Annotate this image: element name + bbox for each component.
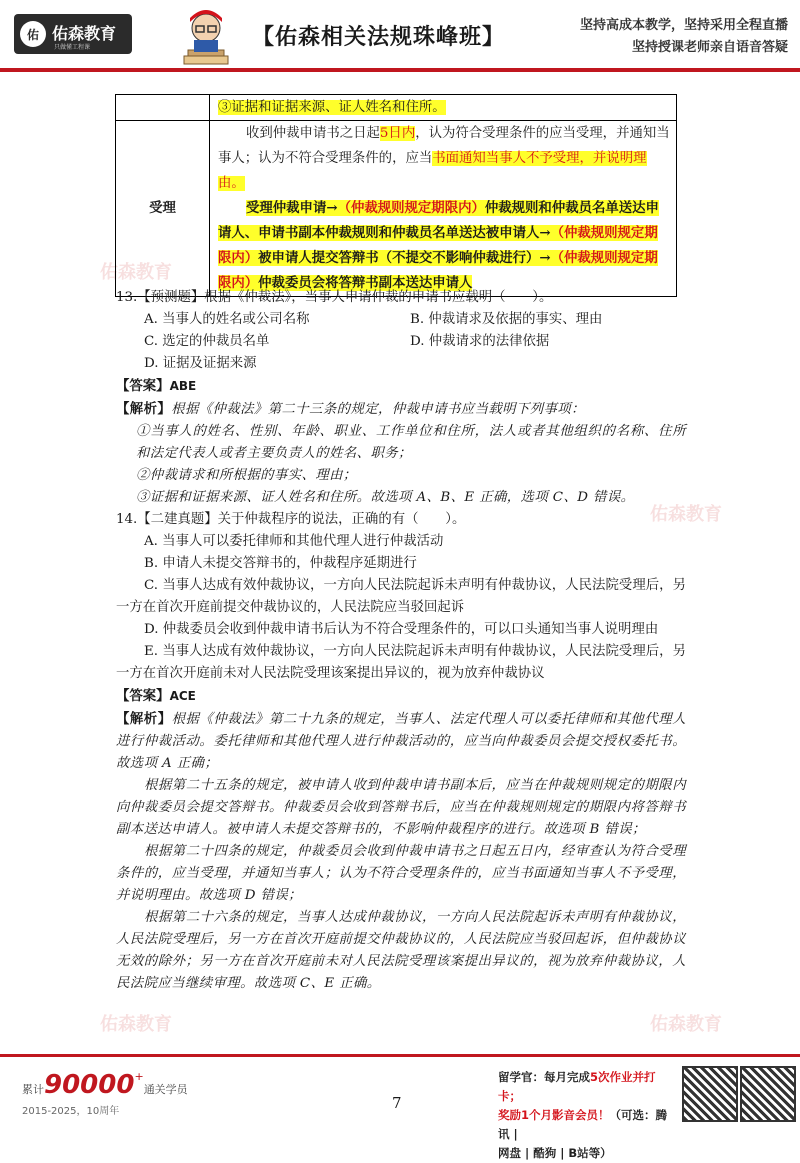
watermark: 佑森教育: [650, 504, 722, 525]
flow-step: 仲裁规则和仲裁员名单送达申请人、申请书副本仲裁规则和仲裁员名单送达被申请人→: [218, 200, 659, 241]
student-count: [22, 1070, 188, 1100]
watermark: 佑森教育: [100, 1014, 172, 1035]
q14-analysis-item: 根据第二十五条的规定，被申请人收到仲裁申请书副本后，应当在仲裁规则规定的期限内向仲裁委员会提交答辩书。仲裁委员会收到答辩书后，应当在仲裁规则规定的期限内将答辩书副本送达申请人。被申请人未提交答辩书的，不影响仲裁程序的进行。故选项 B 错误；: [116, 778, 686, 837]
count-suffix: 通关学员: [143, 1083, 188, 1096]
answer-label: 【答案】: [116, 378, 170, 394]
flow-step: 被申请人提交答辩书（不提交不影响仲裁进行）→: [258, 250, 551, 266]
promo-text: 每月完成: [544, 1070, 590, 1084]
page-number: 7: [392, 1094, 402, 1112]
promo-line-2: [498, 1106, 678, 1144]
q13-option-e: D. 证据及证据来源: [144, 356, 257, 371]
table-row: [116, 121, 677, 297]
promo-text: 留学官：: [498, 1070, 544, 1084]
footer-divider: [0, 1054, 800, 1057]
promo-line-3: 网盘 | 酷狗 | B站等）: [498, 1146, 612, 1160]
logo-text: 佑森教育: [52, 24, 117, 43]
q14-option-b: B. 申请人未提交答辩书的，仲裁程序延期进行: [144, 556, 417, 571]
process-flow-paragraph: [218, 196, 670, 296]
analysis-text: 根据《仲裁法》第二十九条的规定，当事人、法定代理人可以委托律师和其他代理人进行仲裁活动。委托律师和其他代理人进行仲裁活动的，应当向仲裁委员会提交授权委托书。故选项 A 正确；: [116, 712, 686, 771]
flow-period: （仲裁规则规定期限内）: [218, 250, 658, 291]
table-label-acceptance: 受理: [116, 121, 210, 297]
header-divider: [0, 68, 800, 72]
watermark: 佑森教育: [650, 1014, 722, 1035]
text-span: 收到仲裁申请书之日起: [246, 126, 380, 141]
q14-stem: 14.【二建真题】关于仲裁程序的说法，正确的有（ ）。: [116, 512, 466, 527]
q14-analysis-item: 根据第二十六条的规定，当事人达成仲裁协议，一方向人民法院起诉未声明有仲裁协议，人民法院受理后，另一方在首次开庭前提交仲裁协议的，人民法院应当驳回起诉，但仲裁协议无效的除外；另一方在首次开庭前未对人民法院受理该案提出异议的，视为放弃仲裁协议，人民法院应当继续审理。故选项 C、E 正确。: [116, 910, 686, 991]
slogan-line-1: 坚持高成本教学，坚持采用全程直播: [579, 18, 788, 33]
acceptance-paragraph: [218, 121, 670, 196]
q13-analysis-item: ①当事人的姓名、性别、年龄、职业、工作单位和住所，法人或者其他组织的名称、住所和法定代表人或者主要负责人的姓名、职务；: [136, 424, 686, 461]
mascot-student-icon: [178, 4, 234, 66]
slogan-line-2: 坚持授课老师亲自语音答疑: [631, 40, 788, 55]
q13-option-c: C. 选定的仲裁员名单: [144, 334, 270, 349]
logo-subtext: 只做懂工程课: [54, 44, 91, 51]
anniversary-years: 2015-2025，10周年: [22, 1106, 120, 1117]
question-body: [116, 287, 686, 995]
q14-answer: [116, 685, 686, 708]
q14-analysis: [116, 708, 686, 775]
student-count-block: [22, 1070, 188, 1117]
q13-analysis-item: ②仲裁请求和所根据的事实、理由；: [136, 468, 357, 483]
logo-seal-icon: 佑: [20, 21, 46, 47]
brand-logo: [14, 14, 132, 54]
count-value: 90000: [44, 1070, 135, 1100]
q14-option-a: A. 当事人可以委托律师和其他代理人进行仲裁活动: [144, 534, 444, 549]
answer-value: ACE: [169, 689, 196, 703]
q13-option-d: D. 仲裁请求的法律依据: [410, 334, 550, 349]
q14-option-c: C. 当事人达成有效仲裁协议，一方向人民法院起诉未声明有仲裁协议，人民法院受理后，另一方在首次开庭前提交仲裁协议的，人民法院应当驳回起诉: [116, 578, 686, 615]
flow-period: （仲裁规则规定期限内）: [218, 225, 658, 266]
q13-option-a: A. 当事人的姓名或公司名称: [144, 312, 310, 327]
qr-code-icon: [682, 1066, 738, 1122]
answer-label: 【答案】: [116, 688, 170, 704]
table-row: [116, 95, 677, 121]
flow-period: （仲裁规则规定期限内）: [337, 200, 485, 216]
deadline-highlight: 5日内: [379, 126, 416, 141]
count-prefix: 累计: [22, 1083, 44, 1096]
promo-text: （可选：腾讯 |: [498, 1108, 668, 1141]
q13-options-row: [116, 331, 686, 353]
q13-stem: 13.【预测题】根据《仲裁法》，当事人申请仲裁的申请书应载明（ ）。: [116, 290, 553, 305]
q13-answer: [116, 375, 686, 398]
promo-highlight: 奖励1个月影音会员！: [498, 1108, 610, 1122]
q13-analysis: [116, 398, 686, 421]
page-header: [0, 0, 800, 72]
q14-analysis-item: 根据第二十四条的规定，仲裁委员会收到仲裁申请书之日起五日内，经审查认为符合受理条件的，应当受理，并通知当事人；认为不符合受理条件的，应当书面通知当事人不予受理，并说明理由。故选项 D 错误；: [116, 844, 686, 903]
table-label-cell: [116, 95, 210, 121]
q14-option-e: E. 当事人达成有效仲裁协议，一方向人民法院起诉未声明有仲裁协议，人民法院受理后，另一方在首次开庭前未对人民法院受理该案提出异议的，视为放弃仲裁协议: [116, 644, 686, 681]
q13-options-row: [116, 309, 686, 331]
table-content-cell: [210, 121, 677, 297]
analysis-label: 【解析】: [116, 401, 172, 417]
q13-analysis-item: ③证据和证据来源、证人姓名和住所。故选项 A、B、E 正确，选项 C、D 错误。: [136, 490, 635, 505]
table-content-cell: [210, 95, 677, 121]
watermark: 佑森教育: [100, 262, 172, 283]
qr-code-icon: [740, 1066, 796, 1122]
procedure-table: [115, 94, 677, 297]
q14-option-d: D. 仲裁委员会收到仲裁申请书后认为不符合受理条件的，可以口头通知当事人说明理由: [144, 622, 659, 637]
answer-value: ABE: [169, 379, 197, 393]
analysis-label: 【解析】: [116, 711, 172, 727]
flow-step: 受理仲裁申请→: [246, 200, 338, 216]
evidence-item: ③证据和证据来源、证人姓名和住所。: [218, 100, 446, 115]
promo-line-1: [498, 1068, 678, 1106]
promo-block: [498, 1068, 678, 1163]
count-plus: +: [134, 1070, 144, 1083]
flow-step: 仲裁委员会将答辩书副本送达申请人: [258, 275, 473, 291]
analysis-text: 根据《仲裁法》第二十三条的规定，仲裁申请书应当载明下列事项：: [171, 402, 585, 417]
notice-highlight: 书面通知当事人不予受理，并说明理由。: [218, 151, 647, 191]
header-title: 【佑森相关法规珠峰班】: [252, 25, 506, 50]
q13-option-b: B. 仲裁请求及依据的事实、理由: [410, 312, 603, 327]
promo-highlight: 5次作业并打卡；: [498, 1070, 656, 1103]
text-span: ，认为符合受理条件的应当受理，并通知当事人；认为不符合受理条件的，应当: [218, 126, 670, 166]
